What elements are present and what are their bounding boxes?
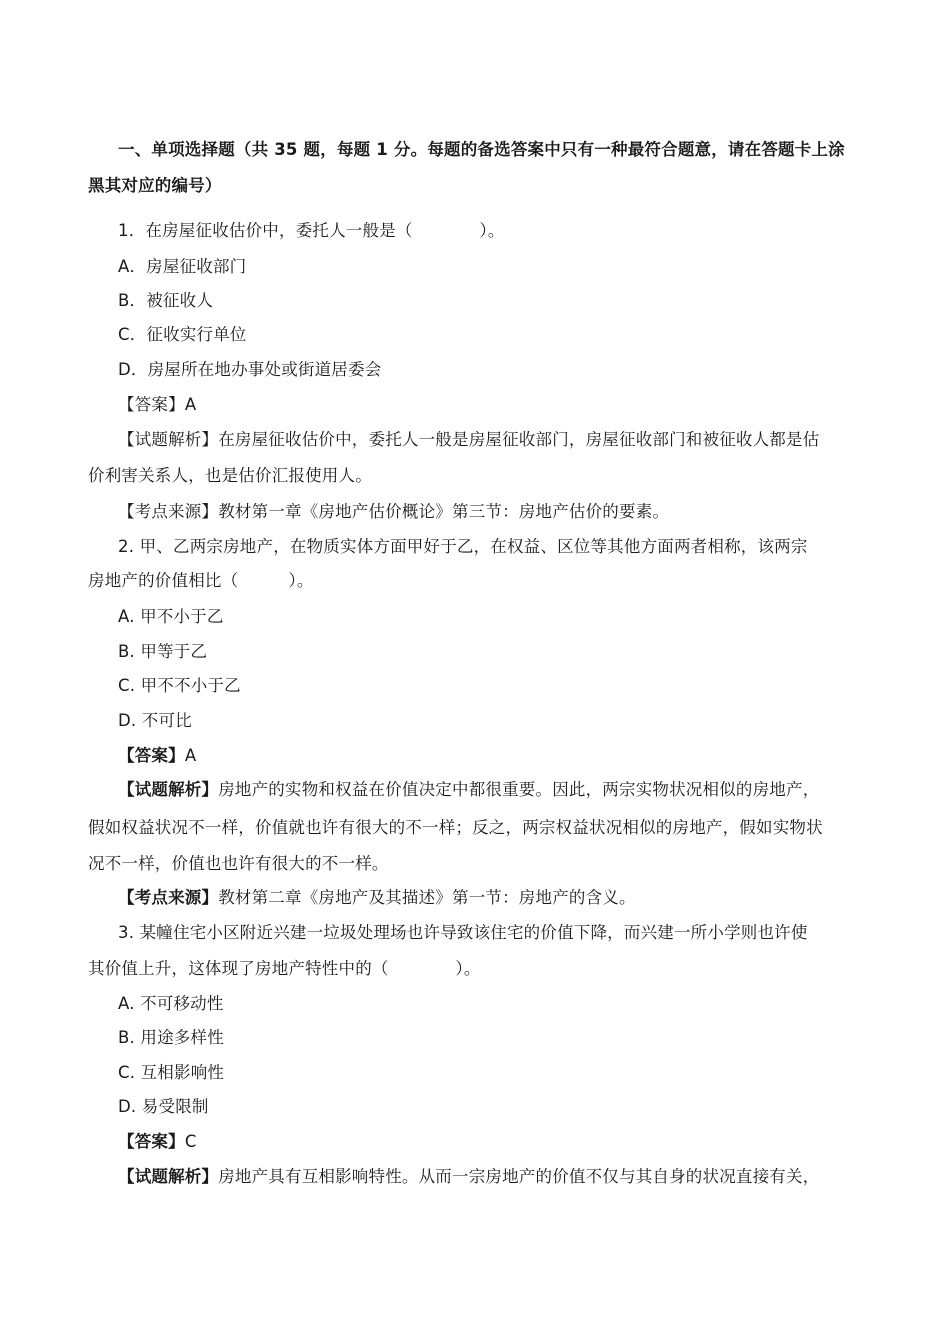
q1-option-d: D．房屋所在地办事处或街道居委会 bbox=[118, 360, 382, 379]
q1-analysis-line2: 价利害关系人，也是估价汇报使用人。 bbox=[88, 466, 372, 485]
section-heading-line2: 黑其对应的编号） bbox=[88, 176, 222, 195]
q3-option-c: C. 互相影响性 bbox=[118, 1063, 225, 1082]
q2-answer bbox=[118, 745, 196, 767]
q3-analysis-text1: 房地产具有互相影响特性。从而一宗房地产的价值不仅与其自身的状况直接有关， bbox=[218, 1167, 820, 1186]
q1-option-a: A．房屋征收部门 bbox=[118, 257, 247, 276]
q1-answer-value: A bbox=[184, 395, 197, 414]
q2-option-d: D. 不可比 bbox=[118, 711, 192, 730]
q1-stem: 1．在房屋征收估价中，委托人一般是（ ）。 bbox=[118, 221, 505, 240]
q2-option-c: C. 甲不不小于乙 bbox=[118, 676, 241, 695]
q2-option-b: B. 甲等于乙 bbox=[118, 642, 208, 661]
q3-stem-line2: 其价值上升，这体现了房地产特性中的（ ）。 bbox=[88, 959, 481, 978]
q2-source-tag: 【考点来源】 bbox=[118, 888, 219, 907]
q3-analysis-tag: 【试题解析】 bbox=[118, 1167, 219, 1186]
q3-option-d: D. 易受限制 bbox=[118, 1097, 209, 1116]
q3-answer bbox=[118, 1131, 197, 1153]
q1-answer-tag: 【答案】 bbox=[118, 395, 185, 414]
q1-option-c: C．征收实行单位 bbox=[118, 325, 247, 344]
q2-analysis-tag: 【试题解析】 bbox=[118, 780, 219, 799]
q2-answer-value: A bbox=[184, 746, 197, 765]
q1-source-tag: 【考点来源】 bbox=[118, 502, 219, 521]
q1-analysis-tag: 【试题解析】 bbox=[118, 430, 219, 449]
q1-source-text: 教材第一章《房地产估价概论》第三节：房地产估价的要素。 bbox=[218, 502, 670, 521]
q2-analysis-text1: 房地产的实物和权益在价值决定中都很重要。因此，两宗实物状况相似的房地产， bbox=[218, 780, 820, 799]
q3-answer-value: C bbox=[184, 1132, 197, 1151]
q3-stem-line1: 3. 某幢住宅小区附近兴建一垃圾处理场也许导致该住宅的价值下降，而兴建一所小学则也许使 bbox=[118, 923, 808, 942]
q1-answer bbox=[118, 394, 196, 416]
q3-option-b: B. 用途多样性 bbox=[118, 1028, 224, 1047]
q3-analysis-line1 bbox=[118, 1166, 819, 1188]
q1-option-b: B．被征收人 bbox=[118, 291, 214, 310]
q1-analysis-line1 bbox=[118, 429, 819, 451]
q2-analysis-line3: 况不一样，价值也也许有很大的不一样。 bbox=[88, 854, 389, 873]
q2-analysis-line2: 假如权益状况不一样，价值就也许有很大的不一样；反之，两宗权益状况相似的房地产，假如实物状 bbox=[88, 818, 823, 837]
q1-source bbox=[118, 501, 669, 523]
section-heading-line1: 一、单项选择题（共 35 题，每题 1 分。每题的备选答案中只有一种最符合题意，请在答题卡上涂 bbox=[118, 140, 845, 159]
q2-analysis-line1 bbox=[118, 779, 819, 801]
q2-answer-tag: 【答案】 bbox=[118, 746, 185, 765]
q2-source-text: 教材第二章《房地产及其描述》第一节：房地产的含义。 bbox=[218, 888, 636, 907]
q2-option-a: A. 甲不小于乙 bbox=[118, 607, 224, 626]
q1-analysis-text1: 在房屋征收估价中，委托人一般是房屋征收部门，房屋征收部门和被征收人都是估 bbox=[218, 430, 820, 449]
q2-source bbox=[118, 887, 636, 909]
q2-stem-line1: 2. 甲、乙两宗房地产，在物质实体方面甲好于乙，在权益、区位等其他方面两者相称，该两宗 bbox=[118, 537, 808, 556]
q3-answer-tag: 【答案】 bbox=[118, 1132, 185, 1151]
q3-option-a: A. 不可移动性 bbox=[118, 994, 224, 1013]
q2-stem-line2: 房地产的价值相比（ ）。 bbox=[88, 571, 314, 590]
